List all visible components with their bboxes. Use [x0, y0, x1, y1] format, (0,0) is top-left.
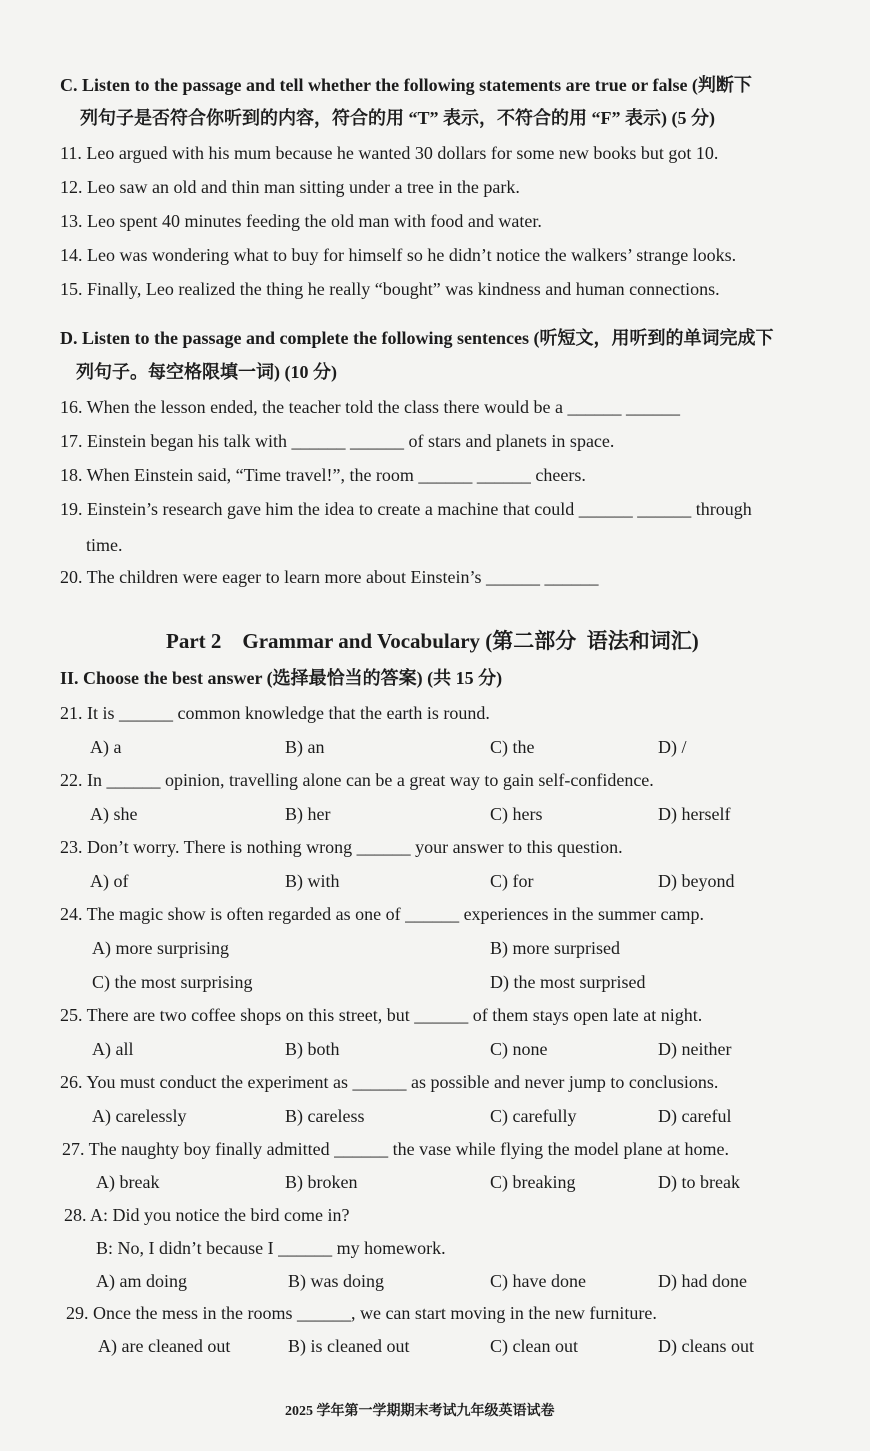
option-25-b: B) both: [285, 1039, 340, 1059]
option-28-a: A) am doing: [96, 1271, 187, 1291]
option-29-a: A) are cleaned out: [98, 1336, 231, 1356]
question-26: 26. You must conduct the experiment as ______ as possible and never jump to conclusions.: [60, 1072, 719, 1092]
option-27-b: B) broken: [285, 1172, 358, 1192]
option-28-c: C) have done: [490, 1271, 586, 1291]
option-29-c: C) clean out: [490, 1336, 578, 1356]
section-d-heading-cont: 列句子。每空格限填一词) (10 分): [76, 362, 337, 382]
option-28-d: D) had done: [658, 1271, 747, 1291]
question-12: 12. Leo saw an old and thin man sitting under a tree in the park.: [60, 177, 520, 197]
option-29-d: D) cleans out: [658, 1336, 754, 1356]
option-24-d: D) the most surprised: [490, 972, 646, 992]
question-13: 13. Leo spent 40 minutes feeding the old man with food and water.: [60, 211, 542, 231]
option-24-c: C) the most surprising: [92, 972, 253, 992]
option-25-a: A) all: [92, 1039, 134, 1059]
question-18: 18. When Einstein said, “Time travel!”, the room ______ ______ cheers.: [60, 465, 586, 485]
option-22-a: A) she: [90, 804, 138, 824]
option-27-d: D) to break: [658, 1172, 740, 1192]
question-28: 28. A: Did you notice the bird come in?: [64, 1205, 350, 1225]
option-28-b: B) was doing: [288, 1271, 384, 1291]
option-24-a: A) more surprising: [92, 938, 229, 958]
option-21-a: A) a: [90, 737, 122, 757]
question-14: 14. Leo was wondering what to buy for himself so he didn’t notice the walkers’ strange looks.: [60, 245, 737, 265]
option-23-b: B) with: [285, 871, 340, 891]
option-22-d: D) herself: [658, 804, 731, 824]
question-29: 29. Once the mess in the rooms ______, we can start moving in the new furniture.: [66, 1303, 657, 1323]
question-19: 19. Einstein’s research gave him the idea to create a machine that could ______ ______ through: [60, 499, 752, 519]
option-21-d: D) /: [658, 737, 687, 757]
question-28-reply: B: No, I didn’t because I ______ my homework.: [96, 1238, 446, 1258]
question-21: 21. It is ______ common knowledge that the earth is round.: [60, 703, 490, 723]
question-27: 27. The naughty boy finally admitted ______ the vase while flying the model plane at home.: [62, 1139, 730, 1159]
option-23-c: C) for: [490, 871, 534, 891]
option-27-a: A) break: [96, 1172, 160, 1192]
option-26-a: A) carelessly: [92, 1106, 187, 1126]
option-26-d: D) careful: [658, 1106, 732, 1126]
question-25: 25. There are two coffee shops on this street, but ______ of them stays open late at night.: [60, 1005, 703, 1025]
option-26-b: B) careless: [285, 1106, 365, 1126]
option-21-b: B) an: [285, 737, 325, 757]
option-26-c: C) carefully: [490, 1106, 577, 1126]
question-16: 16. When the lesson ended, the teacher told the class there would be a ______ ______: [60, 397, 680, 417]
option-21-c: C) the: [490, 737, 535, 757]
option-24-b: B) more surprised: [490, 938, 620, 958]
option-27-c: C) breaking: [490, 1172, 576, 1192]
part-2-title: Part 2 Grammar and Vocabulary (第二部分 语法和词汇): [166, 629, 699, 653]
option-22-c: C) hers: [490, 804, 543, 824]
option-25-c: C) none: [490, 1039, 548, 1059]
question-19-cont: time.: [86, 535, 123, 555]
question-24: 24. The magic show is often regarded as one of ______ experiences in the summer camp.: [60, 904, 704, 924]
section-c-heading: C. Listen to the passage and tell whether the following statements are true or false (判断下: [60, 75, 752, 95]
question-17: 17. Einstein began his talk with ______ ______ of stars and planets in space.: [60, 431, 615, 451]
option-23-a: A) of: [90, 871, 129, 891]
question-22: 22. In ______ opinion, travelling alone can be a great way to gain self-confidence.: [60, 770, 654, 790]
question-20: 20. The children were eager to learn more about Einstein’s ______ ______: [60, 567, 599, 587]
section-c-heading-cont: 列句子是否符合你听到的内容，符合的用 “T” 表示，不符合的用 “F” 表示) (5 分): [80, 108, 715, 128]
question-11: 11. Leo argued with his mum because he wanted 30 dollars for some new books but got 10.: [60, 143, 719, 163]
option-23-d: D) beyond: [658, 871, 735, 891]
section-d-heading: D. Listen to the passage and complete the following sentences (听短文，用听到的单词完成下: [60, 328, 774, 348]
section-ii-heading: II. Choose the best answer (选择最恰当的答案) (共 15 分): [60, 668, 503, 688]
question-23: 23. Don’t worry. There is nothing wrong ______ your answer to this question.: [60, 837, 623, 857]
option-29-b: B) is cleaned out: [288, 1336, 410, 1356]
question-15: 15. Finally, Leo realized the thing he really “bought” was kindness and human connections.: [60, 279, 720, 299]
page-footer: 2025 学年第一学期期末考试九年级英语试卷: [285, 1404, 555, 1419]
option-25-d: D) neither: [658, 1039, 732, 1059]
option-22-b: B) her: [285, 804, 331, 824]
